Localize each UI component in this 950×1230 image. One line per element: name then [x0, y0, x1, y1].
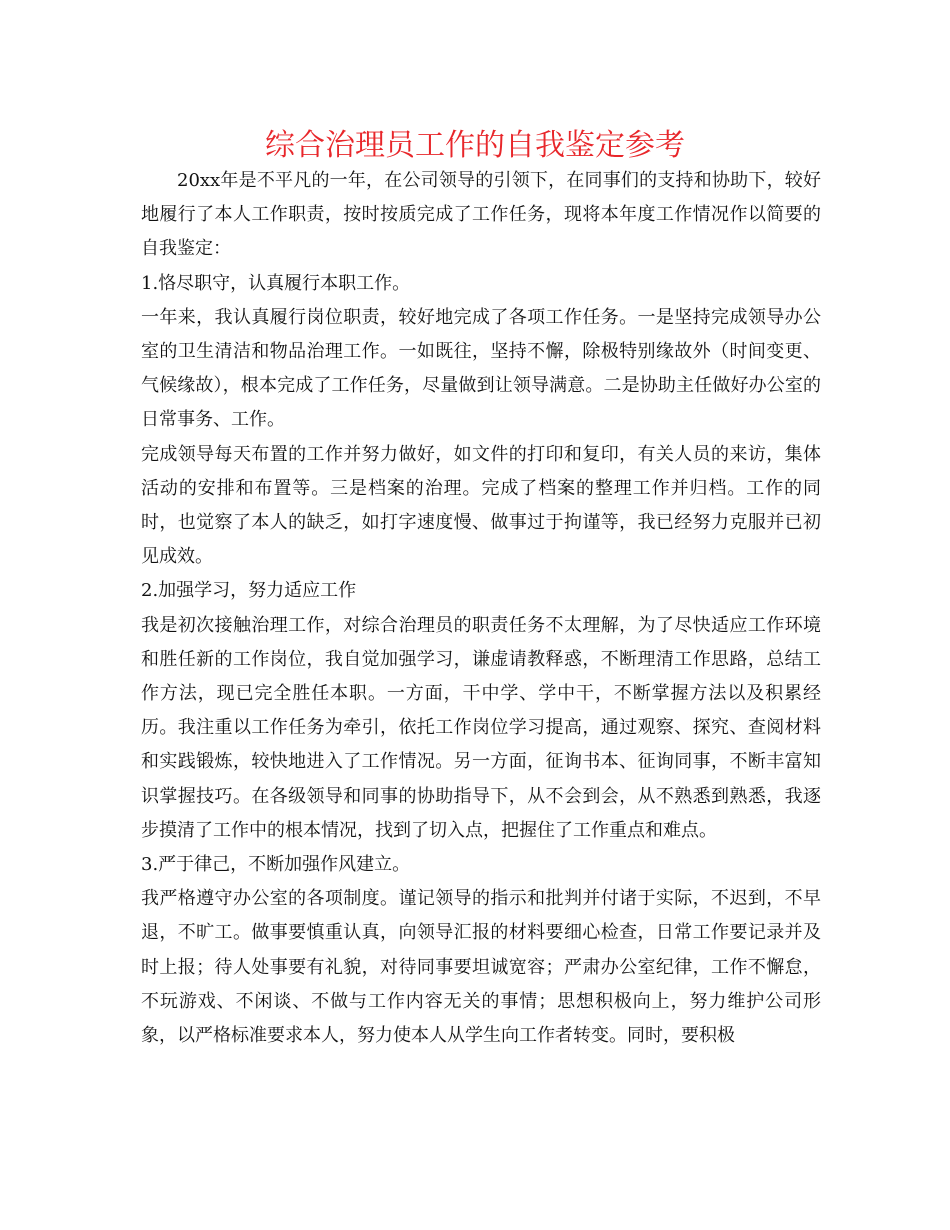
body-paragraph: 我严格遵守办公室的各项制度。谨记领导的指示和批判并付诸于实际，不迟到，不早退，不旷工。做事要慎重认真，向领导汇报的材料要细心检查，日常工作要记录并及时上报；待人处事要有礼貌，对待同事要坦诚宽容；严肃办公室纪律，工作不懈怠，不玩游戏、不闲谈、不做与工作内容无关的事情；思想积极向上，努力维护公司形象，以严格标准要求本人，努力使本人从学生向工作者转变。同时，要积极: [141, 888, 821, 1047]
body-paragraph: 一年来，我认真履行岗位职责，较好地完成了各项工作任务。一是坚持完成领导办公室的卫生清洁和物品治理工作。一如既往，坚持不懈，除极特别缘故外（时间变更、气候缘故），根本完成了工作任务，尽量做到让领导满意。二是协助主任做好办公室的日常事务、工作。: [141, 306, 821, 431]
section-heading-3: 3.严于律己，不断加强作风建立。: [141, 854, 411, 876]
body-paragraph: 完成领导每天布置的工作并努力做好，如文件的打印和复印，有关人员的来访，集体活动的安排和布置等。三是档案的治理。完成了档案的整理工作并归档。工作的同时，也觉察了本人的缺乏，如打字速度慢、做事过于拘谨等，我已经努力克服并已初见成效。: [141, 443, 821, 568]
intro-paragraph: 20xx年是不平凡的一年，在公司领导的引领下，在同事们的支持和协助下，较好地履行了本人工作职责，按时按质完成了工作任务，现将本年度工作情况作以简要的自我鉴定：: [141, 170, 821, 260]
body-paragraph: 我是初次接触治理工作，对综合治理员的职责任务不太理解，为了尽快适应工作环境和胜任新的工作岗位，我自觉加强学习，谦虚请教释惑，不断理清工作思路，总结工作方法，现已完全胜任本职。一方面，干中学、学中干，不断掌握方法以及积累经历。我注重以工作任务为牵引，依托工作岗位学习提高，通过观察、探究、查阅材料和实践锻炼，较快地进入了工作情况。另一方面，征询书本、征询同事，不断丰富知识掌握技巧。在各级领导和同事的协助指导下，从不会到会，从不熟悉到熟悉，我逐步摸清了工作中的根本情况，找到了切入点，把握住了工作重点和难点。: [141, 614, 821, 841]
section-heading-2: 2.加强学习，努力适应工作: [141, 580, 357, 602]
document-body: [141, 164, 821, 1053]
document-title: 综合治理员工作的自我鉴定参考: [265, 128, 685, 163]
section-heading-1: 1.恪尽职守，认真履行本职工作。: [141, 272, 411, 294]
